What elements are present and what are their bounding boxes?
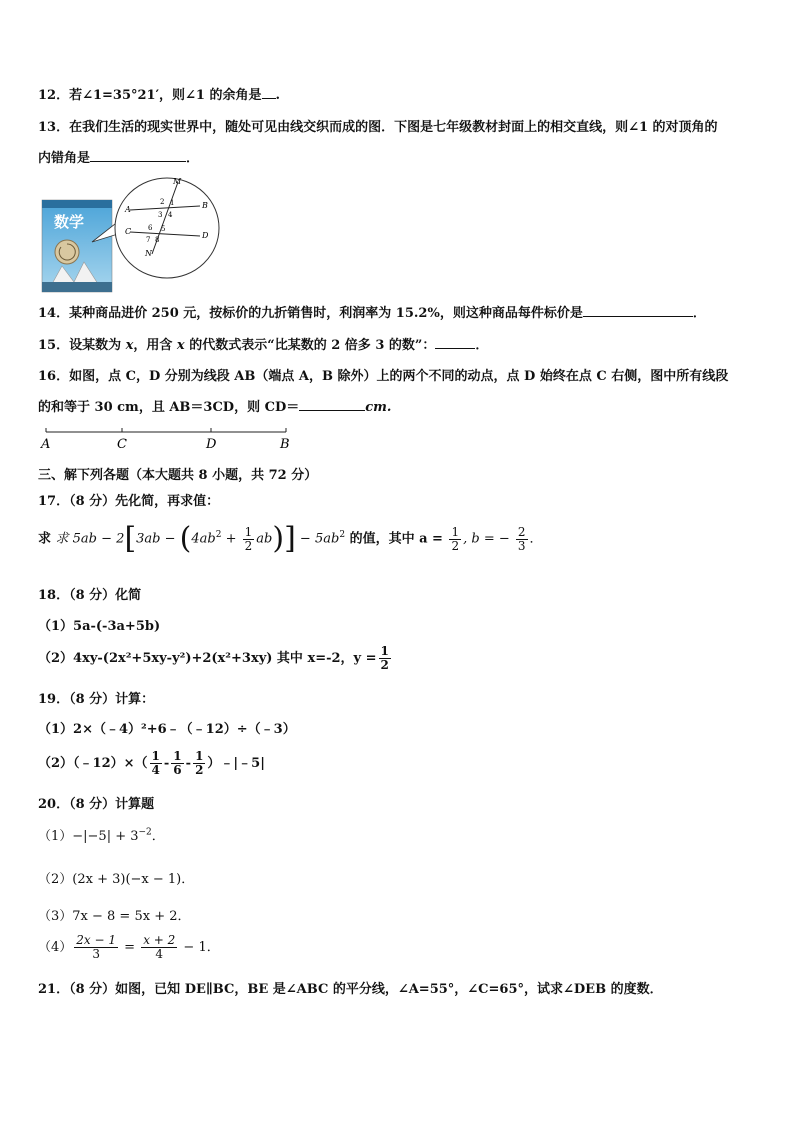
svg-text:6: 6 (148, 224, 153, 232)
question-19-part1: （1）2×（﹣4）²+6﹣（﹣12）÷（﹣3） (38, 722, 296, 737)
svg-text:2: 2 (160, 198, 165, 206)
segment-figure (38, 424, 298, 454)
svg-text:N: N (145, 249, 152, 258)
question-19-head: 19．（8 分）计算： (38, 692, 155, 707)
svg-text:A: A (125, 205, 131, 214)
question-18-part2: （2）4xy-(2x²+5xy-y²)+2(x²+3xy) 其中 x=-2，y = $\frac{1}{2}$ (38, 644, 389, 672)
svg-text:D: D (202, 231, 209, 240)
svg-text:B: B (280, 437, 290, 452)
svg-text:A: A (41, 437, 51, 452)
question-20-head: 20．（8 分）计算题 (38, 797, 155, 812)
svg-text:4: 4 (168, 211, 173, 219)
question-20-part4: （4） $\frac{2x - 1}{3}$ = $\frac{x + 2}{4}$ − 1． (38, 933, 220, 961)
svg-text:1: 1 (170, 199, 175, 207)
textbook-cover-figure (40, 172, 230, 294)
question-20-part1: $(1)-|-5| + 3^{-2}$． (38, 827, 165, 844)
question-15: 15．设某数为 x，用含 x 的代数式表示“比某数的 2 倍多 3 的数”： ． (38, 338, 489, 353)
section-heading: 三、解下列各题（本大题共 8 小题，共 72 分） (38, 468, 318, 483)
question-13-line2: 内错角是 ． (38, 151, 200, 166)
question-16-line1: 16．如图，点 C，D 分别为线段 AB（端点 A，B 除外）上的两个不同的动点，点 D 始终在点 C 右侧，图中所有线段 (38, 369, 729, 384)
question-14: 14．某种商品进价 250 元，按标价的九折销售时，利润率为 15.2%，则这种商品每件标价是 ． (38, 306, 706, 321)
question-17-expression: 求 求 $5ab - 2[3ab - (4ab^2$ + $\frac{1}{2}$ $ab)] - 5ab^2$ 的值，其中 a = $\frac{1}{2}$ , b = − $\frac{2}{3}$ ． (38, 521, 543, 556)
svg-text:C: C (125, 227, 132, 236)
question-18-part1: （1）5a-(-3a+5b) (38, 619, 161, 634)
svg-text:M: M (173, 177, 182, 186)
question-20-part3: （3）7x − 8 = 5x + 2． (38, 909, 191, 924)
question-13-line1: 13．在我们生活的现实世界中，随处可见由线交织而成的图．下图是七年级教材封面上的相交直线，则∠1 的对顶角的 (38, 120, 718, 135)
svg-text:3: 3 (158, 211, 163, 219)
question-16-line2: 的和等于 30 cm，且 AB＝3CD，则 CD＝ cm. (38, 400, 392, 415)
question-12: 12．若∠1=35°21′，则∠1 的余角是 . (38, 88, 281, 103)
svg-text:7: 7 (146, 236, 151, 244)
question-20-part2: （2）(2x + 3)(−x − 1)． (38, 872, 195, 887)
question-17-head: 17．（8 分）先化简，再求值： (38, 494, 220, 509)
svg-text:8: 8 (155, 236, 160, 244)
svg-text:B: B (202, 201, 208, 210)
book-title: 数学 (54, 213, 85, 231)
question-19-part2: （2）（﹣12）×（ $\frac{1}{4}$ - $\frac{1}{6}$ - $\frac{1}{2}$ ）﹣|﹣5| (38, 749, 265, 777)
question-18-head: 18．（8 分）化简 (38, 588, 142, 603)
svg-text:5: 5 (161, 225, 166, 233)
question-21: 21．（8 分）如图，已知 DE∥BC，BE 是∠ABC 的平分线，∠A=55°，∠C=65°，试求∠DEB 的度数． (38, 982, 663, 997)
svg-text:D: D (206, 437, 217, 452)
svg-text:C: C (117, 437, 127, 452)
